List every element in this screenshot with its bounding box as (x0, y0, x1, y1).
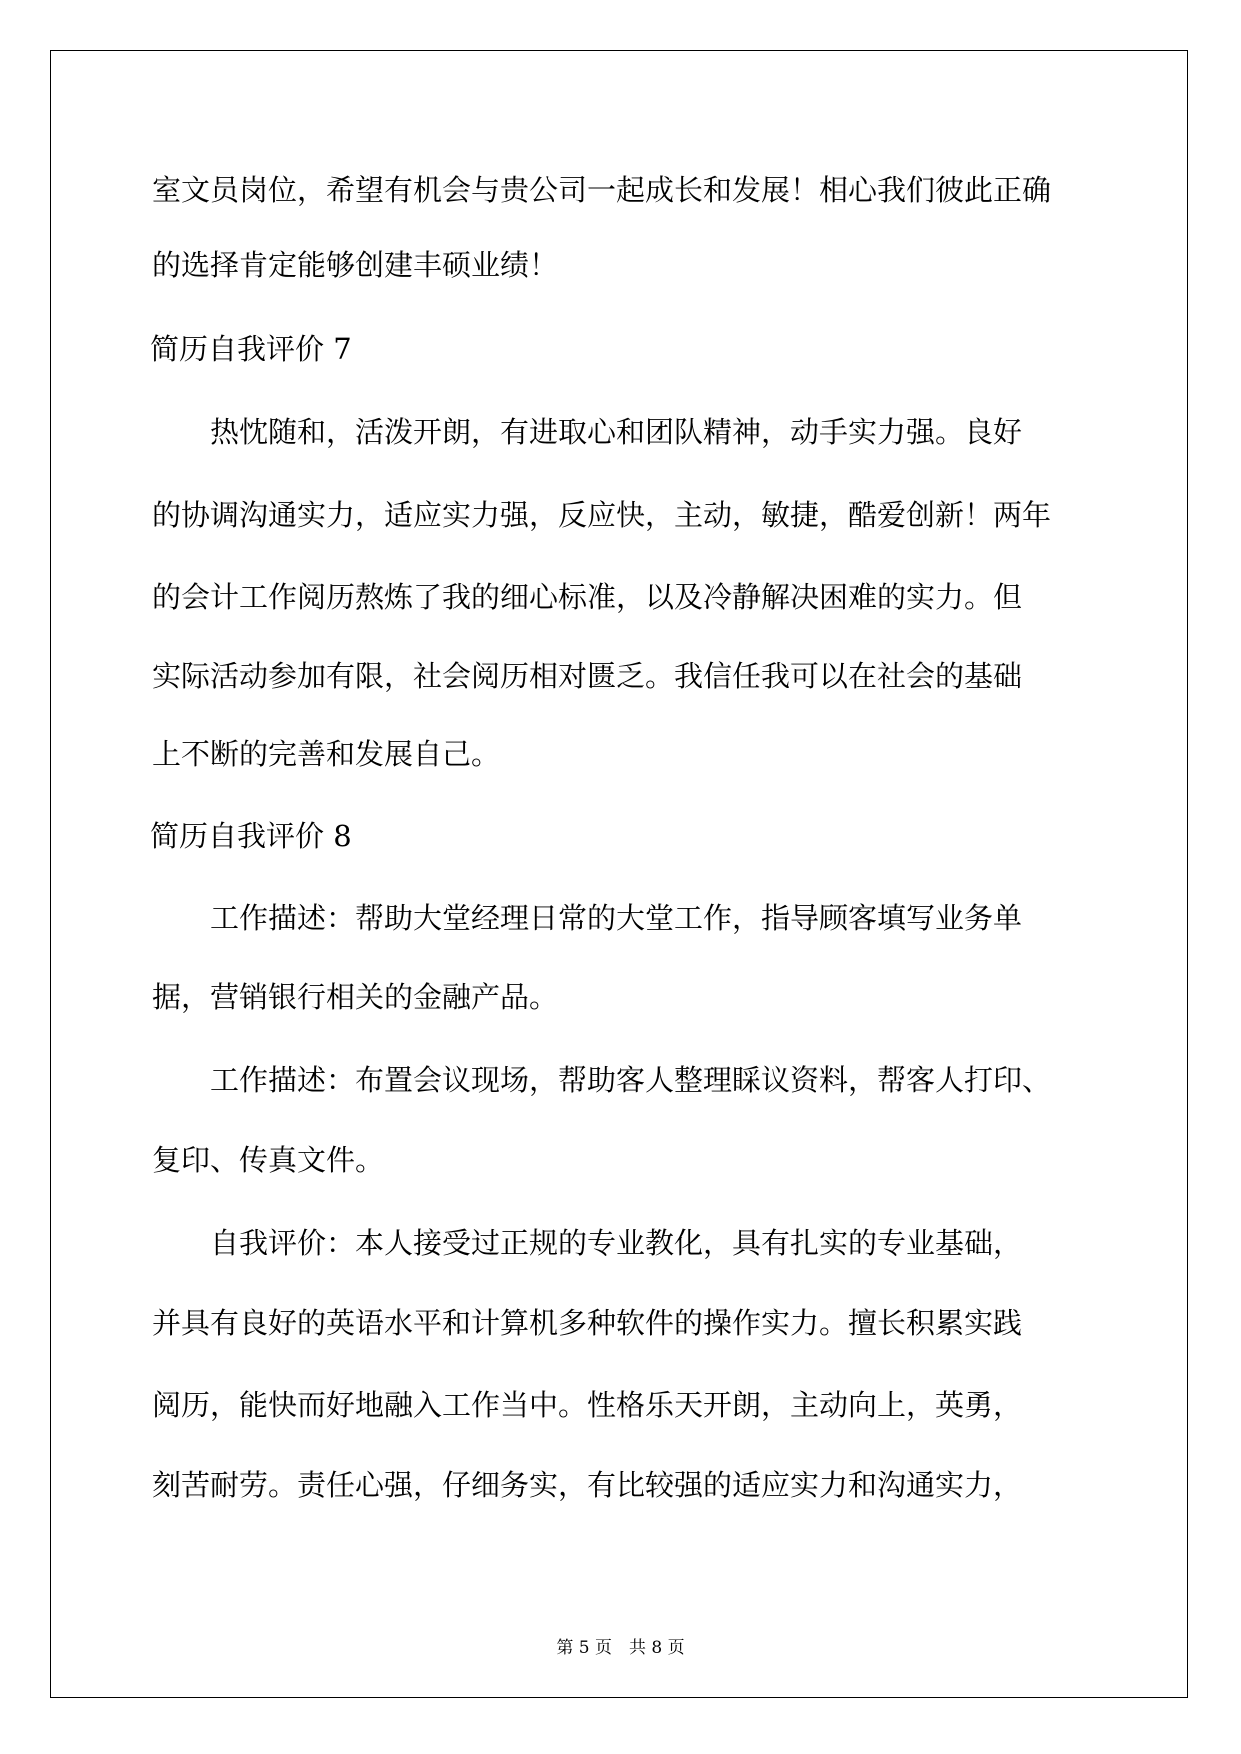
page-border (50, 50, 1188, 1698)
section-heading: 简历自我评价 7 (150, 332, 352, 366)
body-text-line: 的会计工作阅历熬炼了我的细心标准，以及冷静解决困难的实力。但 (152, 580, 1023, 614)
body-text-line: 室文员岗位，希望有机会与贵公司一起成长和发展！相心我们彼此正确 (152, 173, 1052, 207)
body-text-line: 复印、传真文件。 (152, 1143, 385, 1177)
body-text-line: 据，营销银行相关的金融产品。 (152, 980, 559, 1014)
body-text-line: 并具有良好的英语水平和计算机多种软件的操作实力。擅长积累实践 (152, 1306, 1023, 1340)
body-text-line: 上不断的完善和发展自己。 (152, 737, 501, 771)
body-text-line: 阅历，能快而好地融入工作当中。性格乐天开朗，主动向上，英勇， (152, 1388, 1023, 1422)
body-text-line: 热忱随和，活泼开朗，有进取心和团队精神，动手实力强。良好 (152, 415, 1023, 449)
body-text-line: 实际活动参加有限，社会阅历相对匮乏。我信任我可以在社会的基础 (152, 659, 1023, 693)
body-text-line: 的协调沟通实力，适应实力强，反应快，主动，敏捷，酷爱创新！两年 (152, 498, 1052, 532)
body-text-line: 自我评价：本人接受过正规的专业教化，具有扎实的专业基础， (152, 1226, 1023, 1260)
section-heading: 简历自我评价 8 (150, 819, 352, 853)
body-text-line: 刻苦耐劳。责任心强，仔细务实，有比较强的适应实力和沟通实力， (152, 1468, 1023, 1502)
page-number-footer: 第 5 页 共 8 页 (556, 1638, 685, 1658)
body-text-line: 工作描述：布置会议现场，帮助客人整理睬议资料，帮客人打印、 (152, 1063, 1052, 1097)
body-text-line: 的选择肯定能够创建丰硕业绩！ (152, 248, 559, 282)
body-text-line: 工作描述：帮助大堂经理日常的大堂工作，指导顾客填写业务单 (152, 901, 1023, 935)
